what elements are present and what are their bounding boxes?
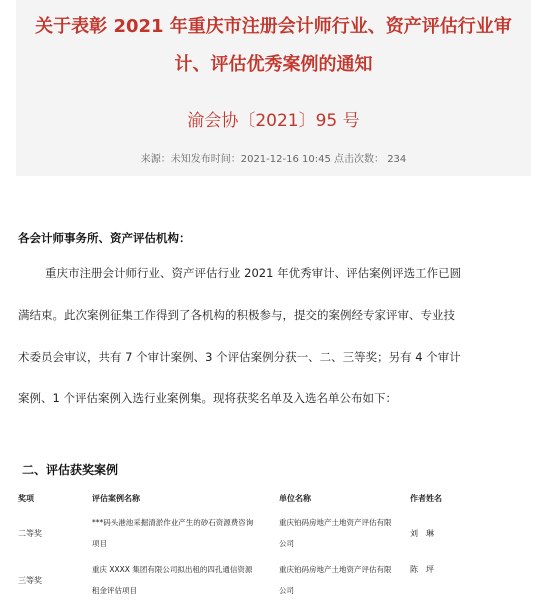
article-title-line-2: 计、评估优秀案例的通知 (174, 54, 373, 75)
paragraph-line: 满结束。此次案例征集工作得到了各机构的积极参与，提交的案例经专家评审、专业技 (18, 308, 455, 322)
table-header-author: 作者姓名 (410, 494, 442, 503)
unit-name-cell: 公司 (279, 539, 294, 548)
table-header-award: 奖项 (18, 494, 34, 503)
award-cell: 三等奖 (18, 576, 42, 585)
paragraph-line: 重庆市注册会计师行业、资产评估行业 2021 年优秀审计、评估案例评选工作已圆 (45, 266, 462, 280)
paragraph-line: 术委员会审议，共有 7 个审计案例、3 个评估案例分获一、二、三等奖；另有 4 个审计 (18, 350, 461, 364)
section-title: 二、评估获奖案例 (22, 463, 119, 477)
table-header-unit: 单位名称 (279, 494, 311, 503)
case-name-cell: 项目 (92, 539, 107, 548)
salutation: 各会计师事务所、资产评估机构： (18, 231, 191, 245)
unit-name-cell: 重庆铂码房地产土地资产评估有限 (279, 518, 392, 527)
unit-name-cell: 重庆铂码房地产土地资产评估有限 (279, 565, 392, 574)
article-title-line-1: 关于表彰 2021 年重庆市注册会计师行业、资产评估行业审 (35, 16, 512, 37)
author-cell: 陈 坪 (410, 565, 434, 574)
unit-name-cell: 公司 (279, 586, 294, 595)
award-cell: 二等奖 (18, 529, 42, 538)
author-cell: 刘 琳 (410, 529, 434, 538)
table-header-case: 评估案例名称 (92, 494, 140, 503)
case-name-cell: 重庆 XXXX 集团有限公司拟出租的四孔通信资源 (92, 565, 253, 574)
article-meta: 来源：未知发布时间：2021-12-16 10:45 点击次数： 234 (140, 154, 407, 165)
paragraph-line: 案例、1 个评估案例入选行业案例集。现将获奖名单及入选名单公布如下： (18, 391, 397, 405)
case-name-cell: ***码头港池采掘清淤作业产生的砂石资源费咨询 (92, 518, 254, 527)
document-number: 渝会协〔2021〕95 号 (187, 111, 360, 131)
case-name-cell: 租金评估项目 (92, 586, 137, 595)
